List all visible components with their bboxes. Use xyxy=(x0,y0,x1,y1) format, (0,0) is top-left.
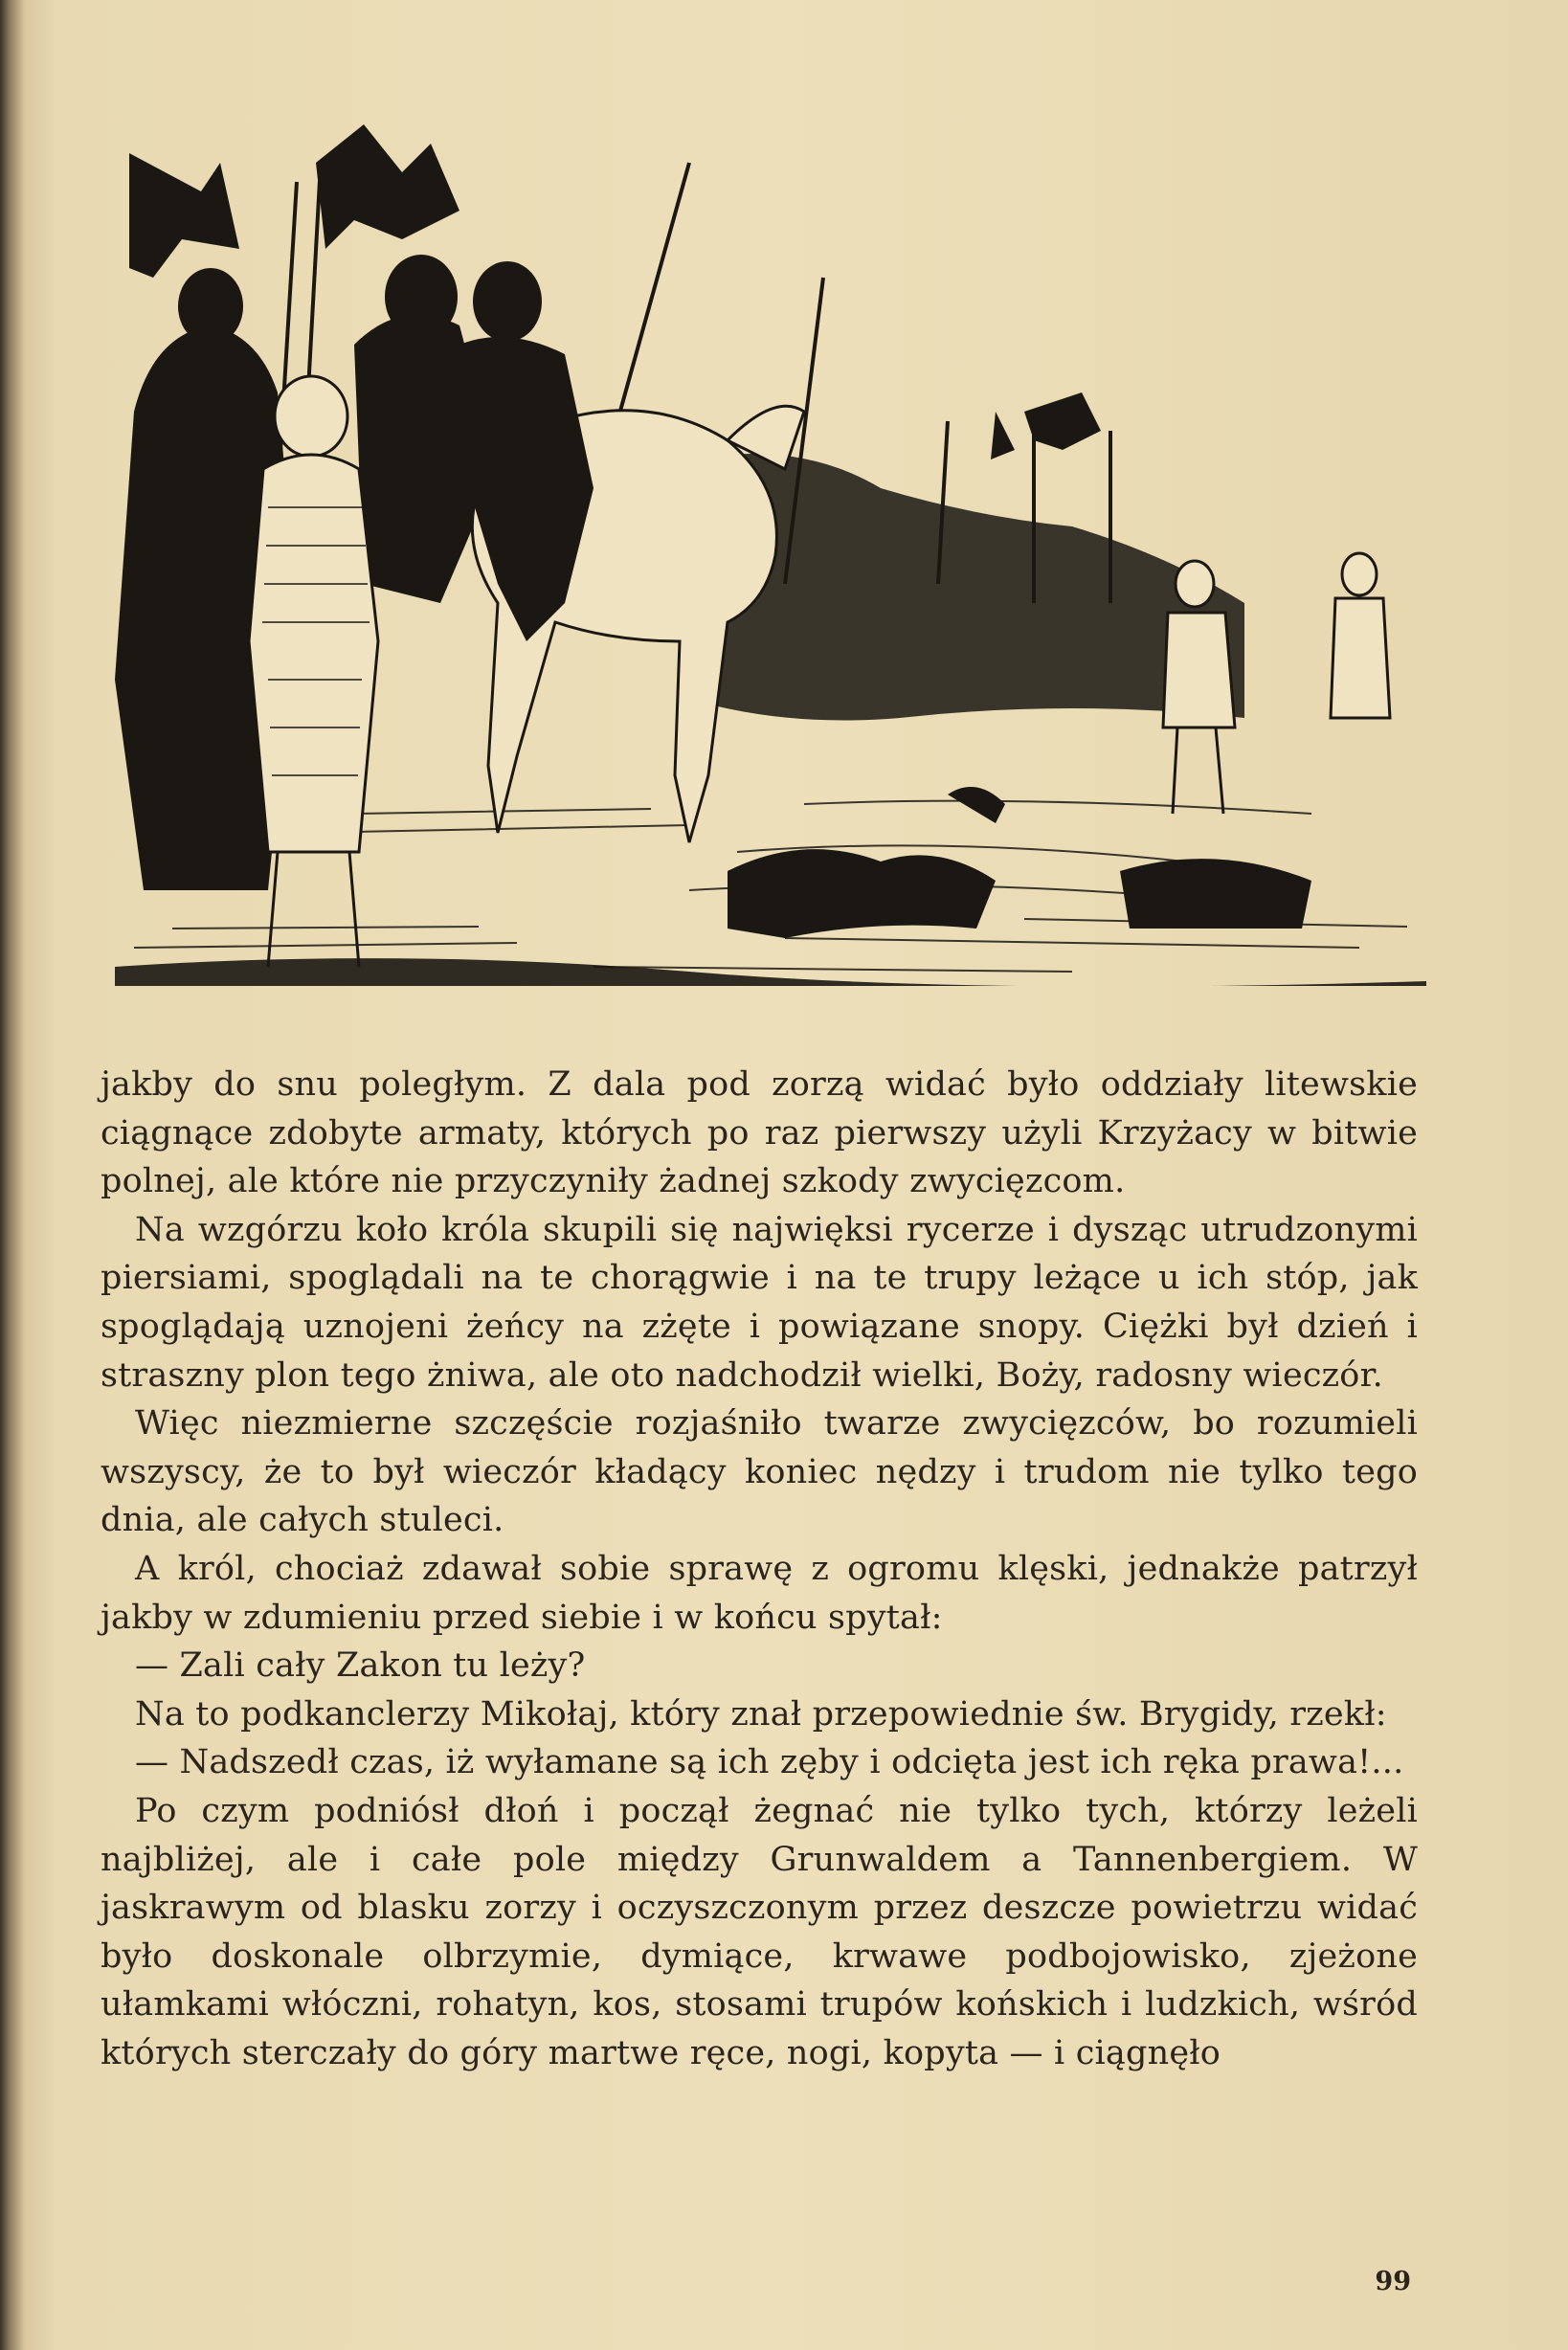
paragraph: Po czym podniósł dłoń i począł żegnać nie tylko tych, którzy leżeli najbliżej, ale i całe pole między Grunwaldem a Tannenbergiem. W jaskrawym od blasku zorzy i oczyszczonym przez deszcze powietrzu widać było doskonale olbrzymie, dymiące, krwawe podbojowisko, zjeżone ułamkami włóczni, rohatyn, kos, stosami trupów końskich i ludzkich, wśród których sterczały do góry martwe ręce, nogi, kopyta — i ciągnęło xyxy=(101,1791,1418,2072)
paragraph: A król, chociaż zdawał sobie sprawę z ogromu klęski, jednakże patrzył jakby w zdumieniu przed siebie i w końcu spytał: xyxy=(101,1549,1418,1637)
paragraph: jakby do snu poległym. Z dala pod zorzą widać było oddziały litewskie ciągnące zdobyte armaty, których po raz pierwszy użyli Krzyżacy w bitwie polnej, ale które nie przyczyniły żadnej szkody zwycięzcom. xyxy=(101,1065,1418,1201)
battle-scene-illustration xyxy=(115,105,1426,986)
paragraph: Na wzgórzu koło króla skupili się najwięksi rycerze i dysząc utrudzonymi piersiami, spoglądali na te chorągwie i na te trupy leżące u ich stóp, jak spoglądają uznojeni żeńcy na zżęte i powiązane snopy. Ciężki był dzień i straszny plon tego żniwa, ale oto nadchodził wielki, Boży, radosny wieczór. xyxy=(101,1210,1418,1395)
paragraph: Więc niezmierne szczęście rozjaśniło twarze zwycięzców, bo rozumieli wszyscy, że to był wieczór kładący koniec nędzy i trudom nie tylko tego dnia, ale całych stuleci. xyxy=(101,1404,1418,1540)
paragraph: — Zali cały Zakon tu leży? xyxy=(135,1646,586,1686)
paragraph: — Nadszedł czas, iż wyłamane są ich zęby i odcięta jest ich ręka prawa!... xyxy=(135,1743,1404,1782)
text-body xyxy=(101,1061,1418,2077)
page-number: 99 xyxy=(1375,2267,1411,2296)
paragraph: Na to podkanclerzy Mikołaj, który znał przepowiednie św. Brygidy, rzekł: xyxy=(135,1694,1387,1734)
